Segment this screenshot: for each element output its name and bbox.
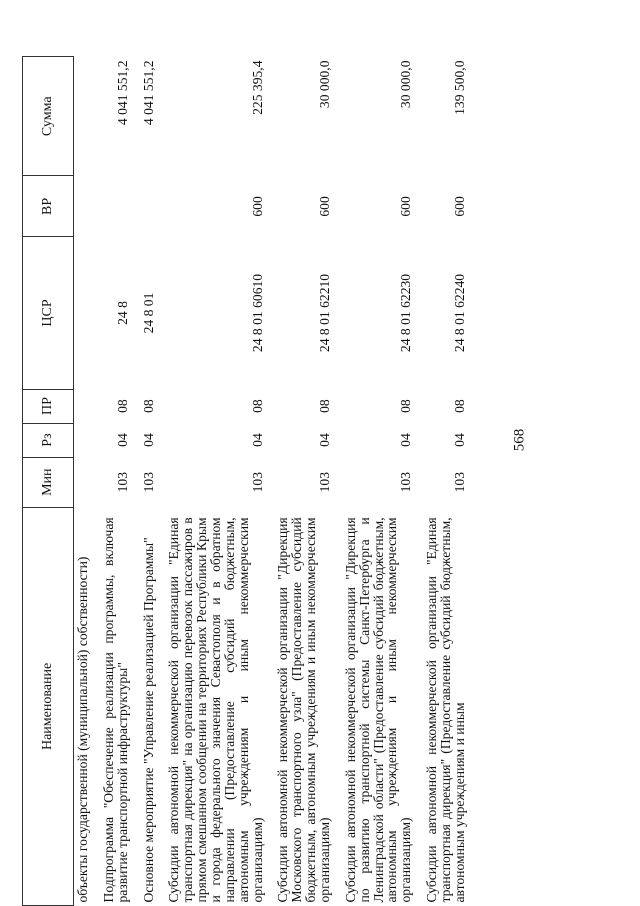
table-row (421, 57, 467, 906)
header-min: Мин (23, 457, 74, 507)
row-vr: 600 (317, 196, 333, 217)
row-min (74, 457, 98, 507)
header-csr: ЦСР (23, 237, 74, 389)
table-row (163, 57, 272, 906)
row-sum: 30 000,0 (398, 60, 414, 109)
row-vr: 600 (451, 196, 467, 217)
row-vr (74, 176, 98, 237)
row-vr: 600 (398, 196, 414, 217)
row-name: Субсидии автономной некоммерческой организации "Единая транспортная дирекция" (Предоставление субсидий бюджетным, автономным учреждениям и иным (424, 517, 467, 903)
table-row (272, 57, 339, 906)
row-name: Субсидии автономной некоммерческой организации "Дирекция по развитию транспортной системы Санкт-Петербурга и Ленинградской области" (Предоставление субсидий бюджетным, автономным учреждениям и иным некоммерческим организациям) (342, 517, 414, 903)
header-rz: Рз (23, 423, 74, 457)
row-csr: 24 8 01 62230 (398, 273, 414, 353)
row-pr: 08 (451, 399, 467, 413)
header-pr: ПР (23, 389, 74, 423)
row-sum (74, 57, 98, 176)
row-pr: 08 (249, 399, 265, 413)
row-min: 103 (317, 472, 333, 493)
table-row (98, 57, 138, 906)
row-min: 103 (451, 472, 467, 493)
row-pr: 08 (398, 399, 414, 413)
row-sum: 30 000,0 (317, 60, 333, 109)
row-csr (74, 237, 98, 389)
row-vr (98, 176, 138, 237)
row-rz: 04 (249, 433, 265, 447)
row-sum: 225 395,4 (249, 60, 265, 115)
table-row (340, 57, 421, 906)
row-min: 103 (398, 472, 414, 493)
row-name: Субсидии автономной некоммерческой организации "Дирекция Московского транспортного узла" (Предоставление субсидий бюджетным, автономным учреждениям и иным некоммерческим организациям) (275, 517, 333, 903)
row-vr: 600 (249, 196, 265, 217)
header-vr: ВР (23, 176, 74, 237)
header-name: Наименование (23, 507, 74, 905)
row-pr: 08 (317, 399, 333, 413)
header-sum: Сумма (23, 57, 74, 176)
row-rz: 04 (140, 433, 156, 447)
row-pr (74, 389, 98, 423)
row-name: Подпрограмма "Обеспечение реализации программы, включая развитие транспортной инфраструктуры" (100, 517, 130, 903)
row-pr: 08 (114, 399, 130, 413)
row-csr: 24 8 01 60610 (249, 273, 265, 353)
budget-table (22, 56, 467, 906)
budget-table-sheet (22, 56, 497, 906)
row-csr: 24 8 01 62210 (317, 273, 333, 353)
row-sum: 4 041 551,2 (140, 60, 156, 126)
row-rz: 04 (317, 433, 333, 447)
table-header-row (23, 57, 74, 906)
row-csr: 24 8 01 62240 (451, 273, 467, 353)
table-row (138, 57, 164, 906)
row-csr: 24 8 (114, 301, 130, 325)
row-rz: 04 (398, 433, 414, 447)
row-sum: 139 500,0 (451, 60, 467, 115)
row-rz: 04 (451, 433, 467, 447)
row-rz: 04 (114, 433, 130, 447)
row-name: объекты государственной (муниципальной) собственности) (74, 507, 98, 905)
row-rz (74, 423, 98, 457)
table-row (74, 57, 98, 906)
row-sum: 4 041 551,2 (114, 60, 130, 126)
row-min: 103 (249, 472, 265, 493)
row-name: Основное мероприятие "Управление реализацией Программы" (140, 537, 156, 903)
row-min: 103 (140, 472, 156, 493)
row-vr (138, 176, 164, 237)
row-name: Субсидии автономной некоммерческой организации "Единая транспортная дирекция" на организацию перевозок пассажиров в прямом смешанном сообщении на территориях Республики Крым и города федерального значения Севастополя и в обратном направлении (Предоставление субсидий бюджетным, автономным учреждениям и иным некоммерческим организациям) (166, 517, 265, 903)
row-csr: 24 8 01 (140, 292, 156, 334)
page-number: 568 (511, 428, 528, 452)
row-min: 103 (114, 472, 130, 493)
row-pr: 08 (140, 399, 156, 413)
